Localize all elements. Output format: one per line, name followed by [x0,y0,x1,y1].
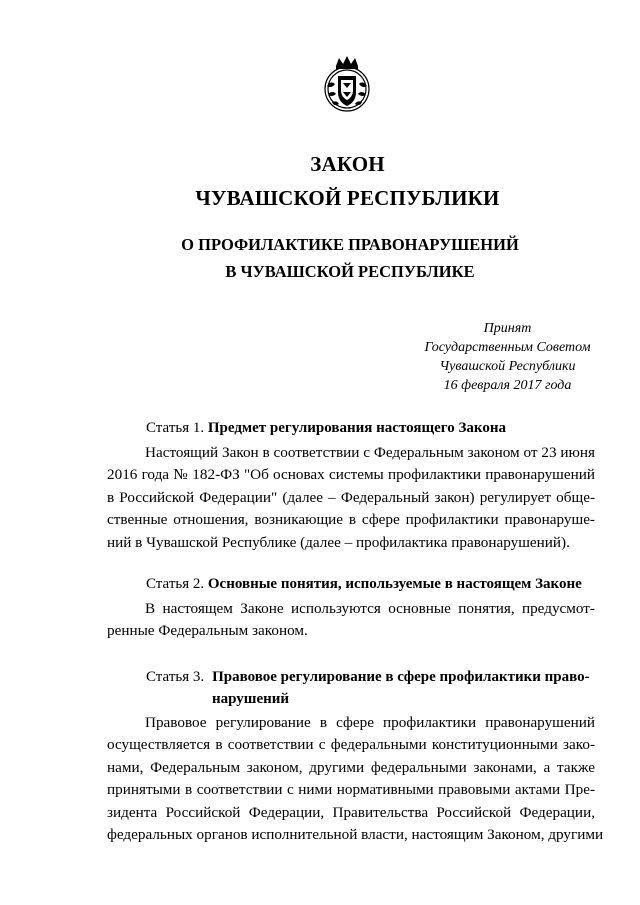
article-title: Правовое регулирование в сфере профилактики право- [212,669,590,685]
article-label: Статья 2. [146,576,205,592]
article-3-text [107,712,604,846]
article-title-continued: нарушений [212,691,290,707]
adoption-note-line: Государственным Советом [424,340,591,355]
article-2-text [107,598,595,643]
article-label: Статья 1. [146,420,205,436]
text-line: зидента Российской Федерации, Правительства Российской Федерации, [107,803,595,821]
article-label: Статья 3. [146,669,205,685]
article-1-text [107,442,595,554]
article-1-heading [146,418,590,439]
adoption-note-line: 16 февраля 2017 года [443,378,572,393]
article-2-heading [146,574,590,595]
document-subtitle-line1: О ПРОФИЛАКТИКЕ ПРАВОНАРУШЕНИЙ [181,235,519,254]
adoption-note [380,319,635,395]
text-line: ственные отношения, возникающие в сфере профилактики правонаруше- [107,511,595,529]
text-line: принятыми в соответствии с ними нормативными правовыми актами Пре- [107,781,595,799]
document-title-line1: ЗАКОН [310,152,385,176]
text-line: федеральных органов исполнительной власти, настоящим Законом, другими [107,825,604,843]
document-subtitle-line2: В ЧУВАШСКОЙ РЕСПУБЛИКЕ [225,262,475,281]
coat-of-arms-emblem [318,52,376,118]
text-line: Настоящий Закон в соответствии с Федеральным законом от 23 июня [145,444,595,461]
text-line: осуществляется в соответствии с федеральными конституционными зако- [107,736,595,754]
article-title: Предмет регулирования настоящего Закона [207,420,506,436]
adoption-note-line: Чувашской Республики [439,359,576,374]
article-title: Основные понятия, используемые в настоящем Законе [207,576,582,592]
text-line: ний в Чувашской Республике (далее – профилактика правонарушений). [107,533,570,551]
document-title-line2: ЧУВАШСКОЙ РЕСПУБЛИКИ [195,186,500,210]
adoption-note-line: Принят [483,321,532,336]
text-line: ренные Федеральным законом. [107,622,308,640]
text-line: 2016 года № 182-ФЗ "Об основах системы профилактики правонарушений [107,466,595,484]
text-line: Правовое регулирование в сфере профилактики правонарушений [145,714,595,731]
text-line: В настоящем Законе используются основные понятия, предусмот- [145,600,595,617]
article-3-heading [146,666,596,710]
text-line: в Российской Федерации" (далее – Федеральный закон) регулирует обще- [107,488,595,506]
text-line: нами, Федеральным законом, другими федеральными законами, а также [107,758,595,776]
